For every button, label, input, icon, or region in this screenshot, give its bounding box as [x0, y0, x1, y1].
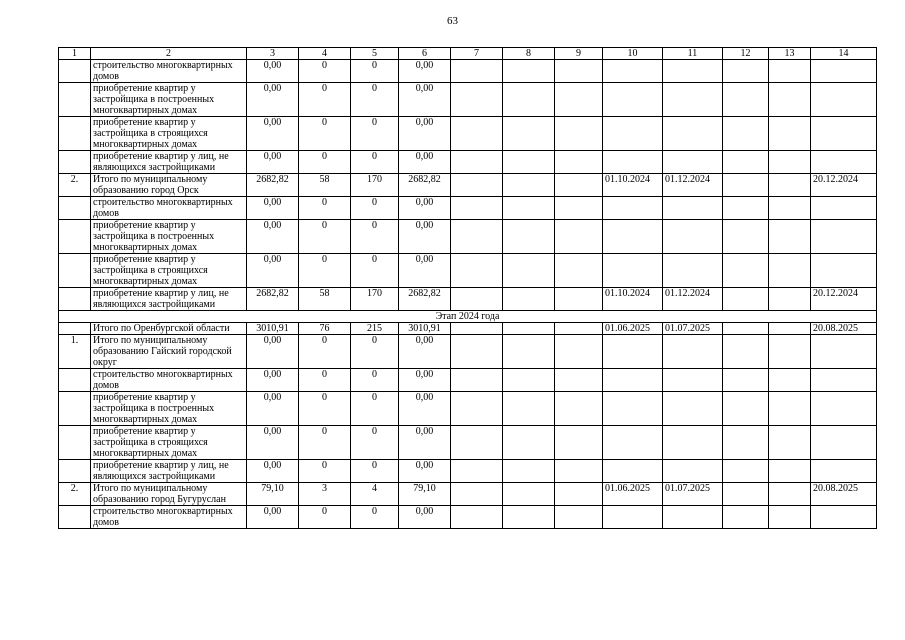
- empty-cell: [723, 392, 769, 426]
- table-row: [59, 392, 877, 426]
- empty-cell: [769, 288, 811, 311]
- value-cell: 0: [351, 254, 399, 288]
- table-body: [59, 60, 877, 529]
- empty-cell: [451, 392, 503, 426]
- value-cell: 0,00: [399, 254, 451, 288]
- row-number-cell: [59, 460, 91, 483]
- row-number-cell: [59, 117, 91, 151]
- date-cell: [663, 220, 723, 254]
- empty-cell: [555, 335, 603, 369]
- empty-cell: [723, 117, 769, 151]
- value-cell: 0,00: [399, 197, 451, 220]
- date-cell: [603, 506, 663, 529]
- page-number: 63: [447, 15, 458, 27]
- value-cell: 0: [351, 60, 399, 83]
- empty-cell: [769, 392, 811, 426]
- value-cell: 0,00: [399, 426, 451, 460]
- value-cell: 0,00: [247, 335, 299, 369]
- row-number-cell: 2.: [59, 483, 91, 506]
- empty-cell: [503, 369, 555, 392]
- empty-cell: [451, 506, 503, 529]
- empty-cell: [451, 369, 503, 392]
- date-cell: [663, 254, 723, 288]
- empty-cell: [503, 83, 555, 117]
- date-cell: [811, 197, 877, 220]
- empty-cell: [503, 220, 555, 254]
- empty-cell: [723, 426, 769, 460]
- row-name-cell: приобретение квартир у застройщика в строящихся многоквартирных домах: [91, 426, 247, 460]
- empty-cell: [555, 323, 603, 335]
- row-number-cell: [59, 220, 91, 254]
- value-cell: 0,00: [399, 369, 451, 392]
- value-cell: 0: [351, 369, 399, 392]
- value-cell: 0: [351, 197, 399, 220]
- empty-cell: [723, 83, 769, 117]
- column-header: 5: [351, 48, 399, 60]
- empty-cell: [723, 460, 769, 483]
- date-cell: [663, 460, 723, 483]
- row-name-cell: приобретение квартир у лиц, не являющихся застройщиками: [91, 151, 247, 174]
- empty-cell: [723, 483, 769, 506]
- value-cell: 0: [299, 369, 351, 392]
- value-cell: 58: [299, 174, 351, 197]
- empty-cell: [769, 369, 811, 392]
- value-cell: 0: [351, 335, 399, 369]
- empty-cell: [555, 197, 603, 220]
- empty-cell: [769, 426, 811, 460]
- value-cell: 0: [299, 60, 351, 83]
- empty-cell: [769, 151, 811, 174]
- value-cell: 0: [351, 151, 399, 174]
- value-cell: 0: [351, 506, 399, 529]
- value-cell: 79,10: [399, 483, 451, 506]
- empty-cell: [451, 83, 503, 117]
- value-cell: 0,00: [399, 220, 451, 254]
- empty-cell: [769, 174, 811, 197]
- row-number-cell: [59, 151, 91, 174]
- column-header: 4: [299, 48, 351, 60]
- value-cell: 0: [299, 460, 351, 483]
- value-cell: 0,00: [247, 151, 299, 174]
- date-cell: [603, 335, 663, 369]
- value-cell: 0,00: [247, 197, 299, 220]
- empty-cell: [723, 254, 769, 288]
- column-header: 3: [247, 48, 299, 60]
- date-cell: [603, 460, 663, 483]
- row-name-cell: приобретение квартир у застройщика в построенных многоквартирных домах: [91, 392, 247, 426]
- value-cell: 0: [299, 220, 351, 254]
- empty-cell: [451, 220, 503, 254]
- value-cell: 0: [299, 335, 351, 369]
- empty-cell: [451, 426, 503, 460]
- empty-cell: [555, 483, 603, 506]
- row-name-cell: приобретение квартир у лиц, не являющихся застройщиками: [91, 288, 247, 311]
- row-number-cell: [59, 83, 91, 117]
- empty-cell: [723, 151, 769, 174]
- date-cell: [811, 220, 877, 254]
- empty-cell: [769, 460, 811, 483]
- value-cell: 170: [351, 174, 399, 197]
- row-number-cell: [59, 506, 91, 529]
- empty-cell: [503, 254, 555, 288]
- date-cell: 20.08.2025: [811, 323, 877, 335]
- row-name-cell: приобретение квартир у лиц, не являющихся застройщиками: [91, 460, 247, 483]
- value-cell: 0,00: [399, 151, 451, 174]
- date-cell: [663, 392, 723, 426]
- date-cell: [663, 335, 723, 369]
- empty-cell: [769, 254, 811, 288]
- value-cell: 0,00: [399, 392, 451, 426]
- date-cell: 01.07.2025: [663, 483, 723, 506]
- value-cell: 2682,82: [247, 174, 299, 197]
- date-cell: [663, 426, 723, 460]
- date-cell: [603, 369, 663, 392]
- row-name-cell: Итого по муниципальному образованию Гайский городской округ: [91, 335, 247, 369]
- row-number-cell: 1.: [59, 335, 91, 369]
- empty-cell: [451, 151, 503, 174]
- date-cell: [663, 60, 723, 83]
- empty-cell: [503, 288, 555, 311]
- value-cell: 2682,82: [399, 288, 451, 311]
- empty-cell: [503, 426, 555, 460]
- value-cell: 215: [351, 323, 399, 335]
- value-cell: 0: [351, 83, 399, 117]
- empty-cell: [451, 460, 503, 483]
- value-cell: 0,00: [247, 392, 299, 426]
- empty-cell: [451, 60, 503, 83]
- empty-cell: [451, 288, 503, 311]
- date-cell: 01.06.2025: [603, 483, 663, 506]
- value-cell: 58: [299, 288, 351, 311]
- empty-cell: [451, 323, 503, 335]
- value-cell: 0: [351, 426, 399, 460]
- date-cell: [811, 151, 877, 174]
- value-cell: 0,00: [247, 254, 299, 288]
- row-number-cell: 2.: [59, 174, 91, 197]
- date-cell: [811, 60, 877, 83]
- table-row: [59, 117, 877, 151]
- empty-cell: [503, 323, 555, 335]
- empty-cell: [503, 506, 555, 529]
- table-row: [59, 335, 877, 369]
- date-cell: 01.07.2025: [663, 323, 723, 335]
- date-cell: [663, 83, 723, 117]
- value-cell: 76: [299, 323, 351, 335]
- date-cell: [603, 426, 663, 460]
- value-cell: 0: [351, 460, 399, 483]
- table-row: [59, 483, 877, 506]
- row-name-cell: строительство многоквартирных домов: [91, 506, 247, 529]
- empty-cell: [555, 426, 603, 460]
- date-cell: [811, 392, 877, 426]
- value-cell: 0,00: [399, 60, 451, 83]
- empty-cell: [451, 254, 503, 288]
- row-name-cell: Итого по муниципальному образованию город Орск: [91, 174, 247, 197]
- empty-cell: [769, 60, 811, 83]
- value-cell: 3010,91: [247, 323, 299, 335]
- row-name-cell: приобретение квартир у застройщика в построенных многоквартирных домах: [91, 220, 247, 254]
- stage-label: Этап 2024 года: [59, 311, 877, 323]
- row-name-cell: строительство многоквартирных домов: [91, 197, 247, 220]
- empty-cell: [555, 369, 603, 392]
- date-cell: 20.12.2024: [811, 174, 877, 197]
- value-cell: 0,00: [399, 460, 451, 483]
- column-header: 7: [451, 48, 503, 60]
- table-row: [59, 197, 877, 220]
- table-row: [59, 426, 877, 460]
- date-cell: 01.10.2024: [603, 288, 663, 311]
- value-cell: 0: [299, 83, 351, 117]
- value-cell: 0,00: [399, 117, 451, 151]
- empty-cell: [555, 60, 603, 83]
- empty-cell: [723, 174, 769, 197]
- data-table: [58, 47, 877, 529]
- empty-cell: [503, 60, 555, 83]
- table-row: [59, 220, 877, 254]
- row-number-cell: [59, 60, 91, 83]
- table-row: [59, 83, 877, 117]
- row-name-cell: Итого по Оренбургской области: [91, 323, 247, 335]
- date-cell: [603, 197, 663, 220]
- date-cell: 20.08.2025: [811, 483, 877, 506]
- date-cell: [811, 254, 877, 288]
- value-cell: 0: [299, 426, 351, 460]
- value-cell: 0,00: [247, 460, 299, 483]
- empty-cell: [723, 335, 769, 369]
- empty-cell: [769, 83, 811, 117]
- row-name-cell: строительство многоквартирных домов: [91, 369, 247, 392]
- date-cell: [603, 254, 663, 288]
- date-cell: [603, 60, 663, 83]
- empty-cell: [503, 197, 555, 220]
- value-cell: 3: [299, 483, 351, 506]
- empty-cell: [451, 483, 503, 506]
- empty-cell: [723, 323, 769, 335]
- date-cell: [603, 83, 663, 117]
- table-row: [59, 151, 877, 174]
- empty-cell: [555, 83, 603, 117]
- row-number-cell: [59, 392, 91, 426]
- empty-cell: [503, 151, 555, 174]
- table-row: [59, 369, 877, 392]
- value-cell: 0,00: [247, 369, 299, 392]
- date-cell: [603, 117, 663, 151]
- empty-cell: [555, 254, 603, 288]
- empty-cell: [769, 483, 811, 506]
- empty-cell: [451, 174, 503, 197]
- empty-cell: [451, 117, 503, 151]
- value-cell: 0: [299, 151, 351, 174]
- value-cell: 0: [351, 117, 399, 151]
- empty-cell: [769, 335, 811, 369]
- date-cell: 01.12.2024: [663, 288, 723, 311]
- empty-cell: [723, 369, 769, 392]
- empty-cell: [503, 335, 555, 369]
- table-row: [59, 60, 877, 83]
- table-row: [59, 288, 877, 311]
- date-cell: 01.12.2024: [663, 174, 723, 197]
- row-number-cell: [59, 288, 91, 311]
- empty-cell: [723, 197, 769, 220]
- date-cell: [811, 117, 877, 151]
- empty-cell: [503, 392, 555, 426]
- row-name-cell: приобретение квартир у застройщика в построенных многоквартирных домах: [91, 83, 247, 117]
- empty-cell: [451, 197, 503, 220]
- column-header: 2: [91, 48, 247, 60]
- table-row: [59, 323, 877, 335]
- value-cell: 0,00: [399, 83, 451, 117]
- empty-cell: [555, 151, 603, 174]
- empty-cell: [451, 335, 503, 369]
- empty-cell: [769, 506, 811, 529]
- row-number-cell: [59, 426, 91, 460]
- value-cell: 0: [351, 392, 399, 426]
- date-cell: 01.06.2025: [603, 323, 663, 335]
- row-number-cell: [59, 323, 91, 335]
- value-cell: 0,00: [399, 335, 451, 369]
- empty-cell: [769, 197, 811, 220]
- empty-cell: [555, 288, 603, 311]
- empty-cell: [503, 483, 555, 506]
- row-name-cell: Итого по муниципальному образованию город Бугуруслан: [91, 483, 247, 506]
- date-cell: [603, 392, 663, 426]
- value-cell: 79,10: [247, 483, 299, 506]
- row-name-cell: приобретение квартир у застройщика в строящихся многоквартирных домах: [91, 117, 247, 151]
- column-header: 9: [555, 48, 603, 60]
- value-cell: 0: [299, 197, 351, 220]
- empty-cell: [555, 220, 603, 254]
- value-cell: 2682,82: [247, 288, 299, 311]
- empty-cell: [723, 506, 769, 529]
- stage-row: [59, 311, 877, 323]
- column-header: 11: [663, 48, 723, 60]
- value-cell: 0: [351, 220, 399, 254]
- column-header: 6: [399, 48, 451, 60]
- empty-cell: [503, 460, 555, 483]
- column-header: 8: [503, 48, 555, 60]
- row-name-cell: приобретение квартир у застройщика в строящихся многоквартирных домах: [91, 254, 247, 288]
- table-row: [59, 254, 877, 288]
- empty-cell: [723, 220, 769, 254]
- empty-cell: [555, 506, 603, 529]
- date-cell: 20.12.2024: [811, 288, 877, 311]
- empty-cell: [555, 392, 603, 426]
- column-header: 14: [811, 48, 877, 60]
- column-header: 10: [603, 48, 663, 60]
- column-header: 13: [769, 48, 811, 60]
- value-cell: 170: [351, 288, 399, 311]
- date-cell: 01.10.2024: [603, 174, 663, 197]
- empty-cell: [555, 174, 603, 197]
- empty-cell: [723, 60, 769, 83]
- empty-cell: [503, 174, 555, 197]
- date-cell: [811, 506, 877, 529]
- date-cell: [663, 197, 723, 220]
- value-cell: 0: [299, 506, 351, 529]
- value-cell: 0,00: [247, 117, 299, 151]
- empty-cell: [769, 220, 811, 254]
- value-cell: 0,00: [247, 220, 299, 254]
- empty-cell: [723, 288, 769, 311]
- column-header: 1: [59, 48, 91, 60]
- date-cell: [663, 506, 723, 529]
- table-row: [59, 506, 877, 529]
- value-cell: 0: [299, 392, 351, 426]
- date-cell: [811, 335, 877, 369]
- value-cell: 3010,91: [399, 323, 451, 335]
- date-cell: [603, 151, 663, 174]
- date-cell: [811, 460, 877, 483]
- empty-cell: [503, 117, 555, 151]
- empty-cell: [769, 117, 811, 151]
- row-number-cell: [59, 254, 91, 288]
- row-number-cell: [59, 197, 91, 220]
- value-cell: 2682,82: [399, 174, 451, 197]
- value-cell: 0,00: [247, 83, 299, 117]
- value-cell: 0,00: [247, 426, 299, 460]
- table-row: [59, 460, 877, 483]
- row-name-cell: строительство многоквартирных домов: [91, 60, 247, 83]
- value-cell: 4: [351, 483, 399, 506]
- value-cell: 0,00: [247, 506, 299, 529]
- date-cell: [811, 369, 877, 392]
- empty-cell: [769, 323, 811, 335]
- value-cell: 0,00: [247, 60, 299, 83]
- column-number-row: [59, 48, 877, 60]
- date-cell: [811, 426, 877, 460]
- date-cell: [811, 83, 877, 117]
- date-cell: [603, 220, 663, 254]
- date-cell: [663, 369, 723, 392]
- date-cell: [663, 151, 723, 174]
- value-cell: 0: [299, 254, 351, 288]
- empty-cell: [555, 460, 603, 483]
- date-cell: [663, 117, 723, 151]
- column-header: 12: [723, 48, 769, 60]
- value-cell: 0: [299, 117, 351, 151]
- empty-cell: [555, 117, 603, 151]
- table-row: [59, 174, 877, 197]
- value-cell: 0,00: [399, 506, 451, 529]
- row-number-cell: [59, 369, 91, 392]
